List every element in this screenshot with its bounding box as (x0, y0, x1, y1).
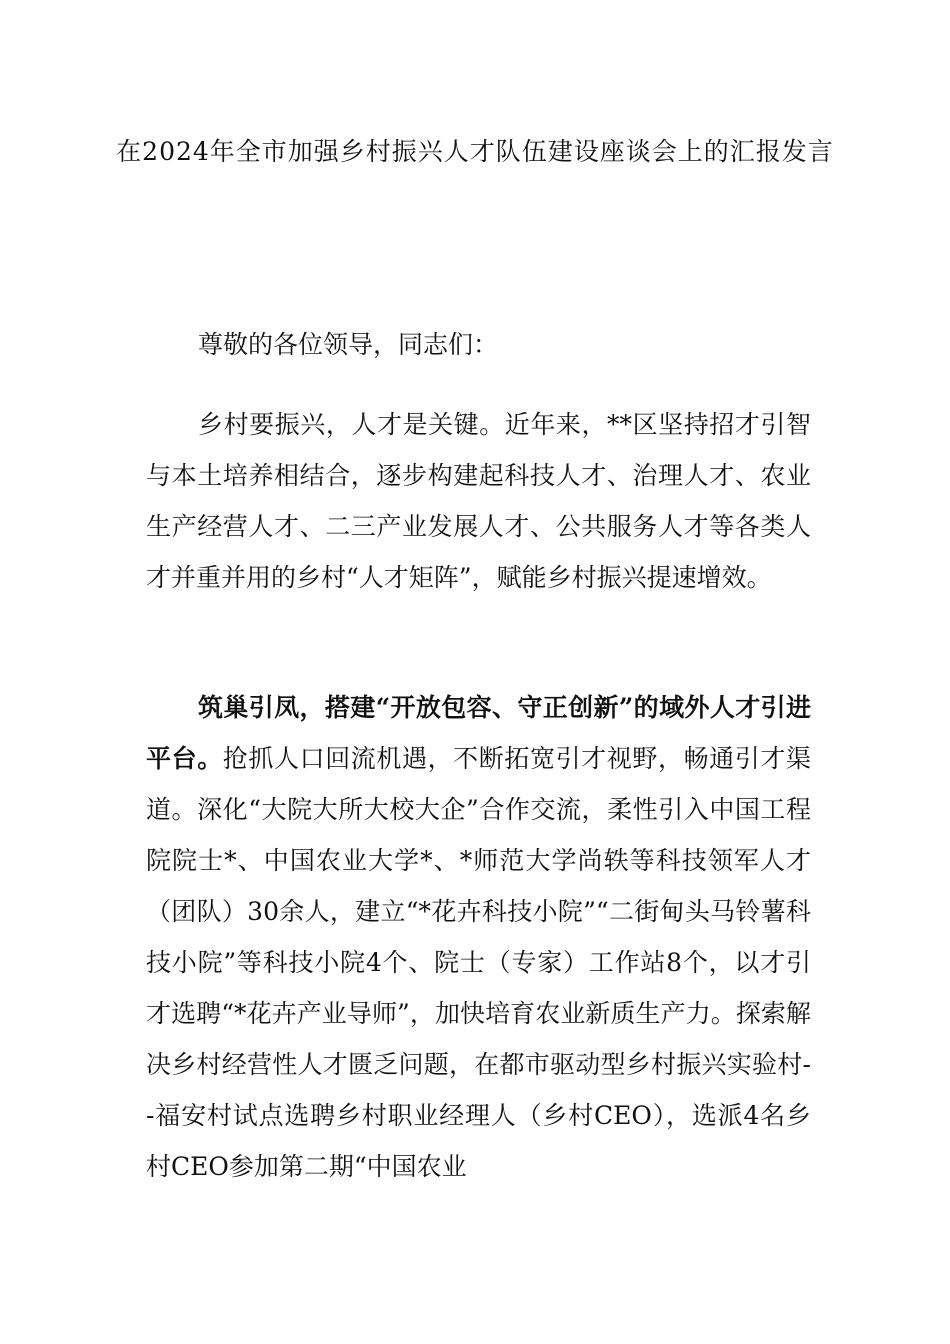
section-1-paragraph (146, 682, 811, 1192)
document-title: 在2024年全市加强乡村振兴人才队伍建设座谈会上的汇报发言 (116, 137, 834, 166)
intro-paragraph: 乡村要振兴，人才是关键。近年来，**区坚持招才引智与本土培养相结合，逐步构建起科技人才、治理人才、农业生产经营人才、二三产业发展人才、公共服务人才等各类人才并重并用的乡村“人才矩阵”，赋能乡村振兴提速增效。 (146, 410, 811, 592)
salutation: 尊敬的各位领导，同志们： (198, 330, 499, 359)
section-1-body: 抢抓人口回流机遇，不断拓宽引才视野，畅通引才渠道。深化“大院大所大校大企”合作交流，柔性引入中国工程院院士*、中国农业大学*、*师范大学尚轶等科技领军人才（团队）30余人，建立“*花卉科技小院”“二街甸头马铃薯科技小院”等科技小院4个、院士（专家）工作站8个，以才引才选聘“*花卉产业导师”，加快培育农业新质生产力。探索解决乡村经营性人才匮乏问题，在都市驱动型乡村振兴实验村--福安村试点选聘乡村职业经理人（乡村CEO），选派4名乡村CEO参加第二期“中国农业 (146, 744, 811, 1181)
section-1-heading: 筑巢引凤，搭建“开放包容、守正创新”的域外人才引进平台。 (146, 693, 811, 773)
